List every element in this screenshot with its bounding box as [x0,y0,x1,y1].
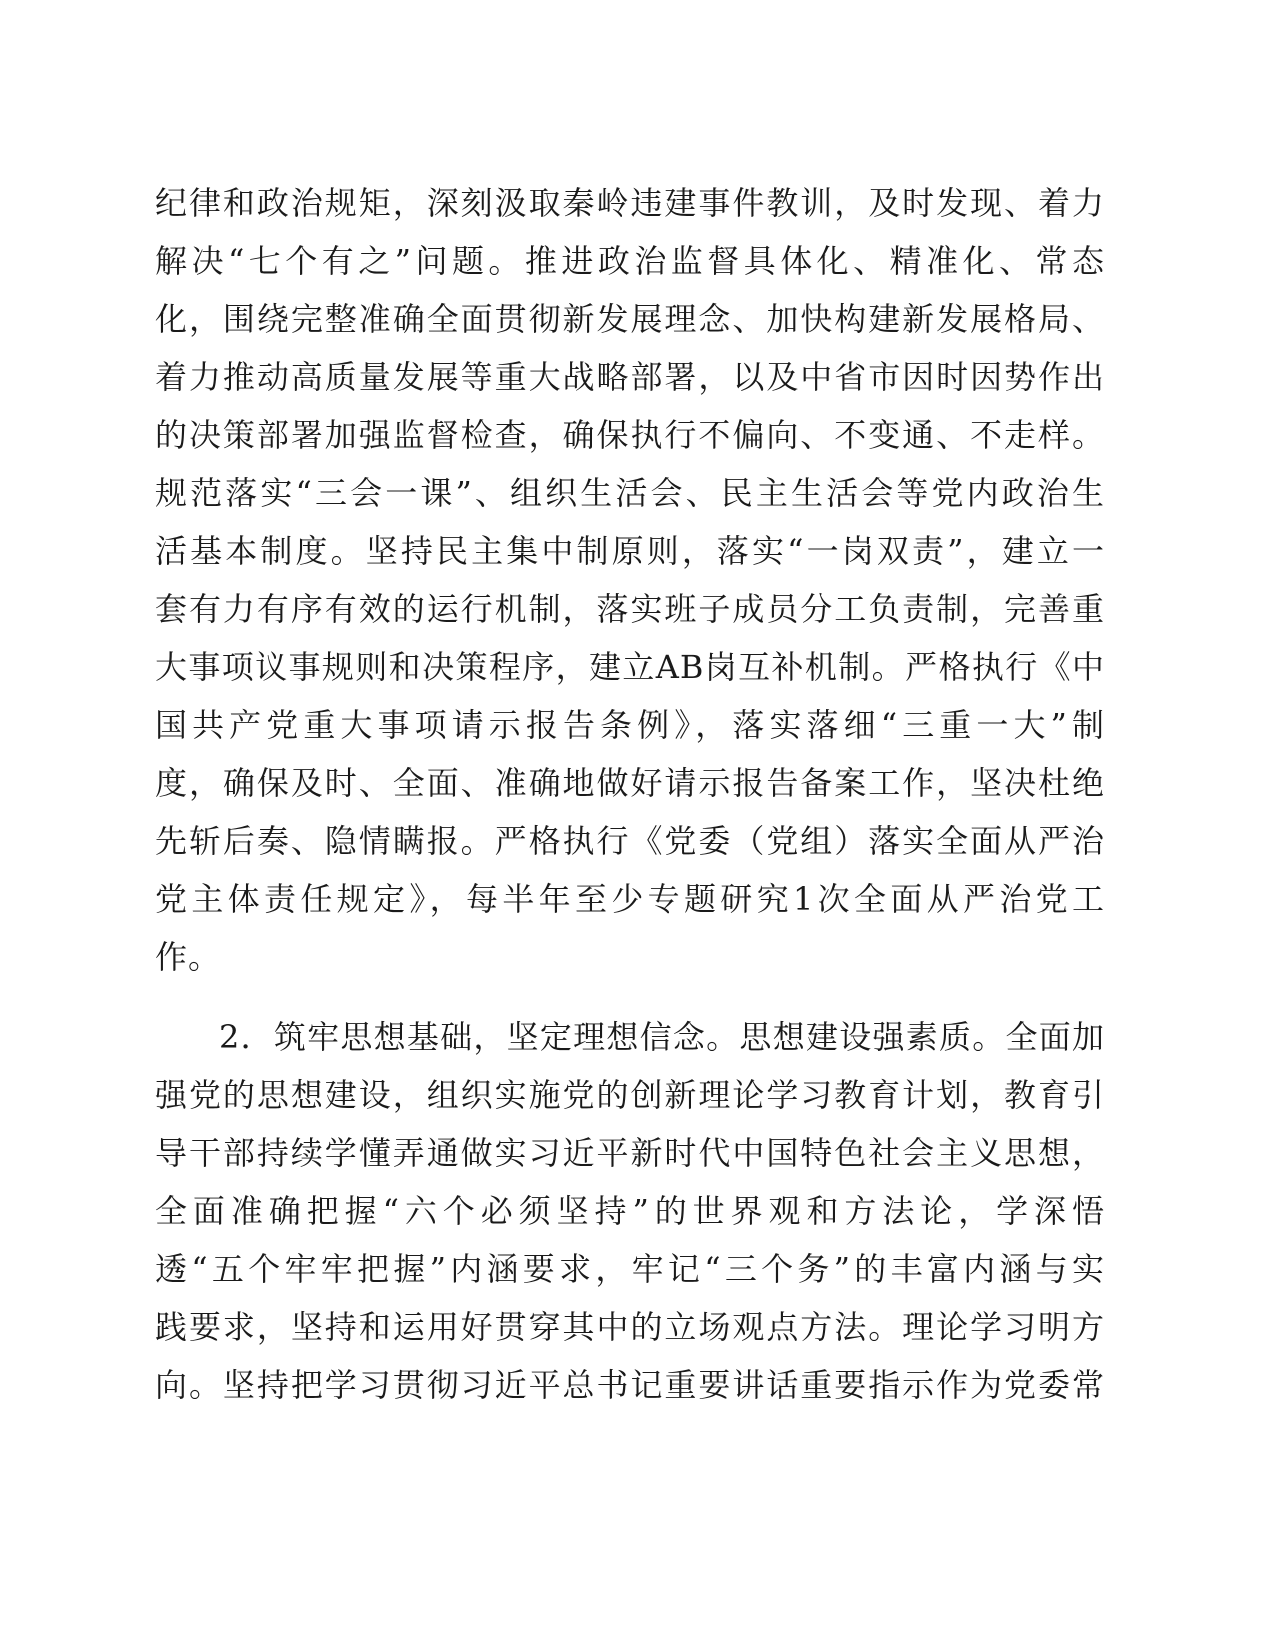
text-line: 大事项议事规则和决策程序，建立AB岗互补机制。严格执行《中 [155,648,1105,686]
text-line: 党主体责任规定》，每半年至少专题研究1次全面从严治党工 [155,880,1105,918]
text-line: 2．筑牢思想基础，坚定理想信念。思想建设强素质。全面加 [219,1018,1105,1056]
text-line: 先斩后奏、隐情瞒报。严格执行《党委（党组）落实全面从严治 [155,822,1105,860]
text-line: 的决策部署加强监督检查，确保执行不偏向、不变通、不走样。 [155,416,1105,454]
text-line: 活基本制度。坚持民主集中制原则，落实“一岗双责”，建立一 [155,532,1105,570]
text-line: 着力推动高质量发展等重大战略部署，以及中省市因时因势作出 [155,358,1105,396]
text-line: 导干部持续学懂弄通做实习近平新时代中国特色社会主义思想， [155,1134,1105,1172]
text-line: 强党的思想建设，组织实施党的创新理论学习教育计划，教育引 [155,1076,1105,1114]
text-line: 践要求，坚持和运用好贯穿其中的立场观点方法。理论学习明方 [155,1308,1105,1346]
text-line: 化，围绕完整准确全面贯彻新发展理念、加快构建新发展格局、 [155,300,1105,338]
text-line: 全面准确把握“六个必须坚持”的世界观和方法论，学深悟 [155,1192,1105,1230]
text-line: 纪律和政治规矩，深刻汲取秦岭违建事件教训，及时发现、着力 [155,184,1105,222]
text-line: 透“五个牢牢把握”内涵要求，牢记“三个务”的丰富内涵与实 [155,1250,1105,1288]
text-line: 作。 [155,938,222,976]
text-line: 向。坚持把学习贯彻习近平总书记重要讲话重要指示作为党委常 [155,1366,1105,1404]
text-line: 解决“七个有之”问题。推进政治监督具体化、精准化、常态 [155,242,1105,280]
text-line: 度，确保及时、全面、准确地做好请示报告备案工作，坚决杜绝 [155,764,1105,802]
text-line: 规范落实“三会一课”、组织生活会、民主生活会等党内政治生 [155,474,1105,512]
text-line: 国共产党重大事项请示报告条例》，落实落细“三重一大”制 [155,706,1105,744]
text-line: 套有力有序有效的运行机制，落实班子成员分工负责制，完善重 [155,590,1105,628]
